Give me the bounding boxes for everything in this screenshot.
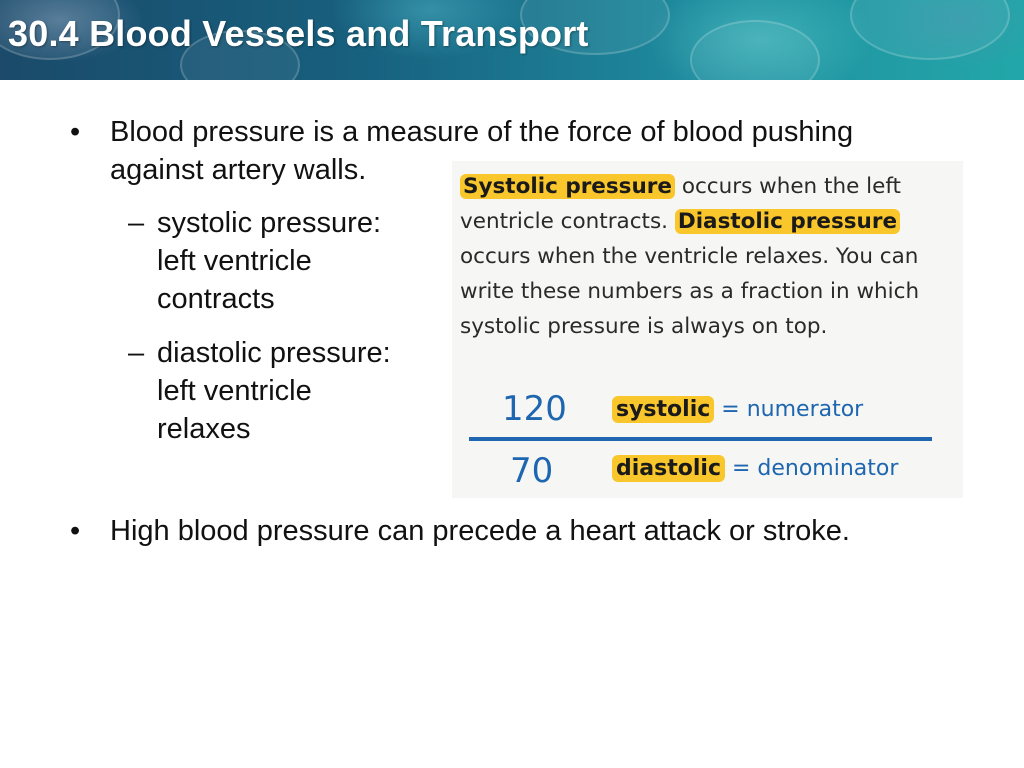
decorative-cell-shape: [850, 0, 1010, 60]
bullet-line: Blood pressure is a measure of the force of blood pushing: [110, 116, 854, 148]
slide-title: 30.4 Blood Vessels and Transport: [8, 13, 589, 54]
systolic-term-highlight: Systolic pressure: [460, 174, 675, 199]
dash-glyph: –: [128, 207, 145, 239]
diastolic-term-highlight: Diastolic pressure: [675, 209, 900, 234]
dash-glyph: –: [128, 337, 145, 369]
bullet-glyph: •: [70, 515, 81, 547]
fraction-denominator: 70: [510, 451, 554, 491]
bullet-glyph: •: [70, 116, 81, 148]
sub-line: left ventricle: [157, 245, 312, 277]
denominator-label: [612, 456, 898, 481]
figure-paragraph: [460, 169, 960, 344]
sub-line: relaxes: [157, 413, 251, 445]
decorative-cell-shape: [690, 20, 820, 80]
sub-bullet-systolic: [128, 204, 448, 324]
sub-bullet-diastolic: [128, 334, 448, 454]
denominator-eq: = denominator: [724, 456, 899, 481]
figure-text: occurs when the ventricle relaxes. You can write these numbers as a fraction in which systolic pressure is always on top.: [460, 244, 920, 339]
blood-pressure-figure: [452, 161, 963, 498]
systolic-label-highlight: systolic: [612, 396, 714, 423]
diastolic-label-highlight: diastolic: [612, 455, 725, 482]
bullet-line: against artery walls.: [110, 154, 367, 186]
sub-bullet-text: [157, 334, 447, 448]
sub-bullet-text: [157, 204, 447, 318]
sub-line: diastolic pressure:: [157, 337, 391, 369]
bullet-high-blood-pressure: [70, 512, 1000, 552]
numerator-label: [612, 397, 863, 422]
bullet-text: High blood pressure can precede a heart attack or stroke.: [110, 515, 850, 547]
fraction-numerator: 120: [502, 389, 567, 429]
sub-line: contracts: [157, 283, 275, 315]
figure-text: occurs when the left ventricle contracts.: [460, 174, 901, 234]
fraction-bar: [469, 437, 932, 441]
sub-line: left ventricle: [157, 375, 312, 407]
sub-line: systolic pressure:: [157, 207, 382, 239]
title-banner: [0, 0, 1024, 80]
numerator-eq: = numerator: [714, 397, 864, 422]
